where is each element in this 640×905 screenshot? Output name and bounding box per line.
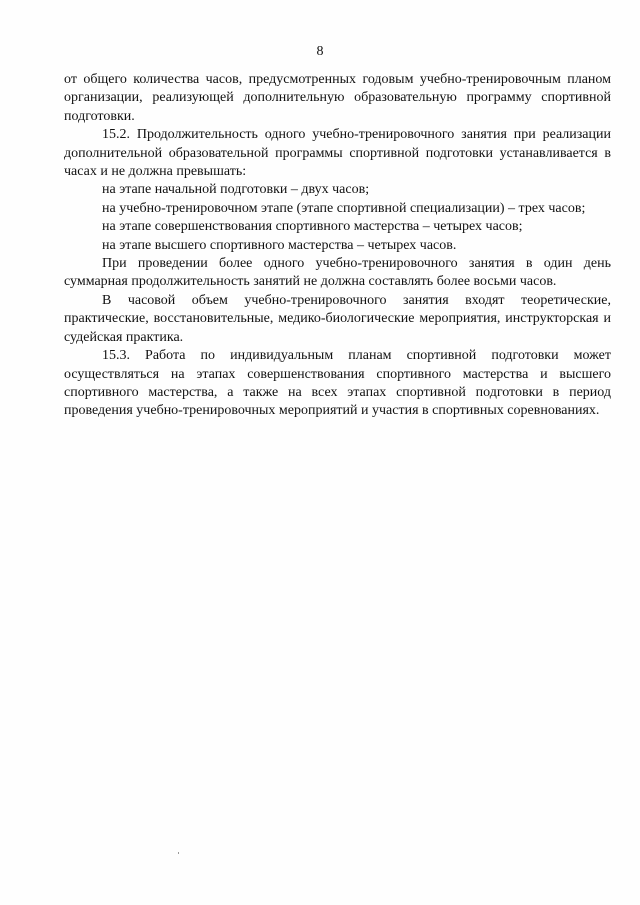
paragraph-15-3: 15.3. Работа по индивидуальным планам спортивной подготовки может осуществляться на этапах совершенствования спортивного мастерства и высшего спортивного мастерства, а также на всех этапах спортивной подготовки в период проведения учебно-тренировочных мероприятий и участия в спортивных соревнованиях. — [64, 348, 611, 419]
list-item-training-stage: на учебно-тренировочном этапе (этапе спортивной специализации) – трех часов; — [102, 200, 586, 216]
paragraph-daily-limit: При проведении более одного учебно-тренировочного занятия в один день суммарная продолжительность занятий не должна составлять более восьми часов. — [64, 256, 611, 290]
document-body — [64, 71, 611, 421]
paragraph-continuation: от общего количества часов, предусмотренных годовым учебно-тренировочным планом организации, реализующей дополнительную образовательную программу спортивной подготовки. — [64, 72, 611, 124]
list-item-initial-stage: на этапе начальной подготовки – двух часов; — [102, 182, 370, 198]
list-item-higher-mastery-stage: на этапе высшего спортивного мастерства – четырех часов. — [102, 237, 457, 253]
scan-speck — [178, 852, 179, 854]
paragraph-15-2: 15.2. Продолжительность одного учебно-тренировочного занятия при реализации дополнительной образовательной программы спортивной подготовки устанавливается в часах и не должна превышать: — [64, 127, 611, 180]
page-number: 8 — [316, 44, 324, 59]
list-item-improvement-stage: на этапе совершенствования спортивного мастерства – четырех часов; — [102, 219, 523, 235]
paragraph-hour-volume: В часовой объем учебно-тренировочного занятия входят теоретические, практические, восстановительные, медико-биологические мероприятия, инструкторская и судейская практика. — [64, 292, 611, 345]
